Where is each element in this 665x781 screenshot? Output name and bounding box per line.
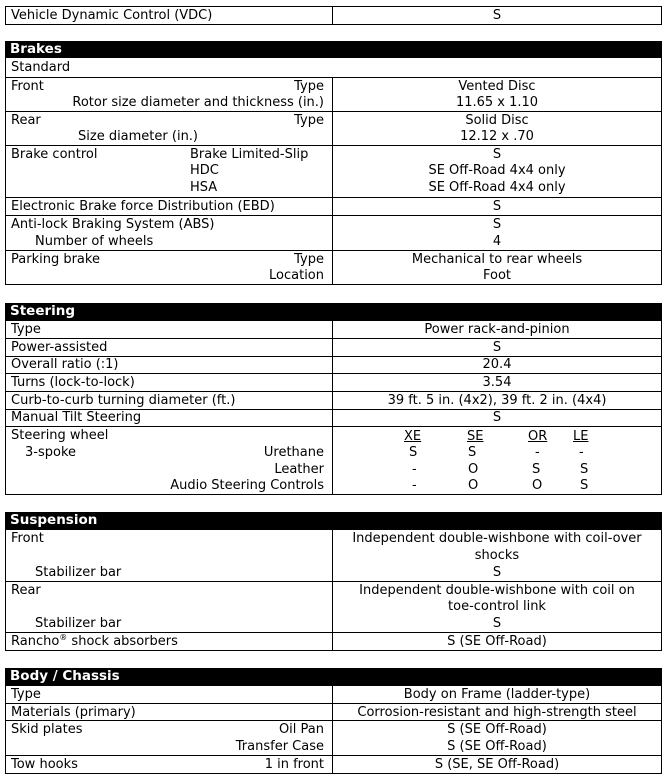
urethane-or: - bbox=[535, 445, 540, 460]
rancho-value: S (SE Off-Road) bbox=[447, 634, 547, 649]
trim-header: XE bbox=[404, 429, 422, 444]
turns-value: 3.54 bbox=[482, 375, 512, 390]
body-header: Body / Chassis bbox=[5, 668, 662, 685]
vdc-value: S bbox=[492, 8, 502, 23]
curb-value: 39 ft. 5 in. (4x2), 39 ft. 2 in. (4x4) bbox=[387, 393, 607, 408]
susp-rear-label: Rear bbox=[11, 583, 41, 598]
ebd-label: Electronic Brake force Distribution (EBD) bbox=[11, 199, 275, 214]
trim-header: SE bbox=[467, 429, 484, 444]
border bbox=[5, 650, 662, 651]
brakes-header: Brakes bbox=[5, 41, 662, 58]
border bbox=[5, 685, 6, 774]
audio-le: S bbox=[580, 478, 589, 493]
brakes-front-label: Front bbox=[11, 79, 44, 94]
brakes-rear-label: Rear bbox=[11, 113, 41, 128]
materials-value: Corrosion-resistant and high-strength steel bbox=[357, 705, 637, 720]
abs-label: Anti-lock Braking System (ABS) bbox=[11, 217, 215, 232]
wheels-label: Number of wheels bbox=[35, 234, 154, 249]
hsa-value: SE Off-Road 4x4 only bbox=[428, 180, 566, 195]
size-label: Size diameter (in.) bbox=[78, 129, 199, 144]
tow-label: Tow hooks bbox=[11, 757, 78, 772]
hdc-value: SE Off-Road 4x4 only bbox=[428, 163, 566, 178]
tilt-value: S bbox=[492, 410, 502, 425]
ebd-value: S bbox=[492, 199, 502, 214]
rear-stab-value: S bbox=[492, 616, 502, 631]
susp-rear-line2: toe-control link bbox=[448, 599, 546, 614]
trim-header: OR bbox=[528, 429, 548, 444]
border bbox=[661, 320, 662, 495]
materials-label: Materials (primary) bbox=[11, 705, 136, 720]
abs-value: S bbox=[492, 217, 502, 232]
wheels-value: 4 bbox=[492, 234, 502, 249]
audio-or: O bbox=[532, 478, 543, 493]
rancho-label: Rancho® shock absorbers bbox=[11, 633, 178, 649]
steering-header: Steering bbox=[5, 303, 662, 320]
ratio-label: Overall ratio (:1) bbox=[11, 357, 119, 372]
border bbox=[5, 773, 662, 774]
border bbox=[5, 284, 662, 285]
hsa-label: HSA bbox=[190, 180, 218, 195]
transfer-label: Transfer Case bbox=[235, 739, 324, 754]
urethane-label: Urethane bbox=[263, 445, 324, 460]
rotor-value: 11.65 x 1.10 bbox=[455, 95, 539, 110]
brakes-front-type-label: Type bbox=[294, 79, 324, 94]
hdc-label: HDC bbox=[190, 163, 219, 178]
steering-type: Power rack-and-pinion bbox=[424, 322, 570, 337]
parking-label: Parking brake bbox=[11, 252, 100, 267]
parking-location-label: Location bbox=[269, 268, 324, 283]
susp-front-line2: shocks bbox=[474, 548, 520, 563]
border bbox=[5, 6, 6, 25]
ratio-value: 20.4 bbox=[482, 357, 512, 372]
urethane-se: S bbox=[468, 445, 477, 460]
vdc-label: Vehicle Dynamic Control (VDC) bbox=[11, 8, 213, 23]
spoke-label: 3-spoke bbox=[25, 445, 77, 460]
susp-front-line1: Independent double-wishbone with coil-over bbox=[352, 531, 642, 546]
tow-sub-label: 1 in front bbox=[264, 757, 324, 772]
audio-label: Audio Steering Controls bbox=[170, 478, 324, 493]
front-stab-label: Stabilizer bar bbox=[35, 565, 122, 580]
turns-label: Turns (lock-to-lock) bbox=[11, 375, 135, 390]
steering-type-label: Type bbox=[11, 322, 41, 337]
leather-le: S bbox=[580, 462, 589, 477]
limited-slip-value: S bbox=[492, 147, 502, 162]
power-value: S bbox=[492, 340, 502, 355]
size-value: 12.12 x .70 bbox=[460, 129, 534, 144]
power-label: Power-assisted bbox=[11, 340, 108, 355]
urethane-xe: S bbox=[409, 445, 418, 460]
front-stab-value: S bbox=[492, 565, 502, 580]
audio-se: O bbox=[468, 478, 479, 493]
limited-slip-label: Brake Limited-Slip bbox=[190, 147, 309, 162]
border bbox=[661, 685, 662, 774]
rotor-label: Rotor size diameter and thickness (in.) bbox=[72, 95, 324, 110]
brakes-standard: Standard bbox=[11, 60, 71, 75]
tow-value: S (SE, SE Off-Road) bbox=[434, 757, 560, 772]
border bbox=[5, 24, 662, 25]
tilt-label: Manual Tilt Steering bbox=[11, 410, 142, 425]
parking-type: Mechanical to rear wheels bbox=[411, 252, 583, 267]
susp-rear-line1: Independent double-wishbone with coil on bbox=[359, 583, 635, 598]
brake-control-label: Brake control bbox=[11, 147, 98, 162]
border bbox=[5, 494, 662, 495]
rear-stab-label: Stabilizer bar bbox=[35, 616, 122, 631]
brakes-rear-type: Solid Disc bbox=[465, 113, 529, 128]
parking-type-label: Type bbox=[294, 252, 324, 267]
susp-front-label: Front bbox=[11, 531, 44, 546]
border bbox=[661, 6, 662, 25]
skid-label: Skid plates bbox=[11, 722, 83, 737]
body-type-label: Type bbox=[11, 687, 41, 702]
curb-label: Curb-to-curb turning diameter (ft.) bbox=[11, 393, 236, 408]
border bbox=[5, 320, 6, 495]
oil-value: S (SE Off-Road) bbox=[447, 722, 547, 737]
leather-label: Leather bbox=[274, 462, 324, 477]
leather-xe: - bbox=[412, 462, 417, 477]
brakes-rear-type-label: Type bbox=[294, 113, 324, 128]
leather-or: S bbox=[532, 462, 541, 477]
oil-label: Oil Pan bbox=[278, 722, 324, 737]
suspension-header: Suspension bbox=[5, 512, 662, 529]
leather-se: O bbox=[468, 462, 479, 477]
audio-xe: - bbox=[412, 478, 417, 493]
body-type: Body on Frame (ladder-type) bbox=[403, 687, 591, 702]
brakes-front-type: Vented Disc bbox=[458, 79, 536, 94]
urethane-le: - bbox=[579, 445, 584, 460]
trim-header: LE bbox=[573, 429, 589, 444]
transfer-value: S (SE Off-Road) bbox=[447, 739, 547, 754]
parking-location: Foot bbox=[482, 268, 512, 283]
steering-wheel-label: Steering wheel bbox=[11, 428, 109, 443]
